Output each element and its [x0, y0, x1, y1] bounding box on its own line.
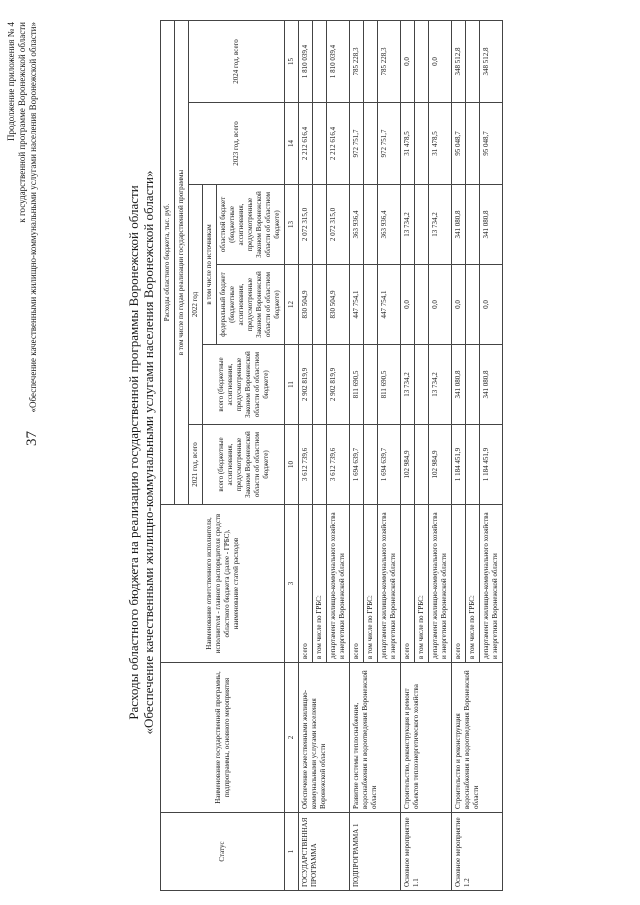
row-total-value: 1 810 039,4: [299, 20, 313, 102]
table-row-total: [401, 20, 415, 890]
row-grbs-empty: [364, 103, 378, 185]
header-status: Статус: [161, 813, 285, 891]
row-department-label: департамент жилищно-коммунального хозяйства и энергетики Воронежской области: [327, 505, 350, 663]
header-incl-sources: в том числе по источникам: [203, 185, 217, 345]
row-total-value: 363 936,4: [350, 185, 364, 265]
col-number: 11: [285, 345, 299, 425]
row-department-value: 2 902 819,9: [327, 345, 350, 425]
row-total-value: 447 754,1: [350, 265, 364, 345]
row-total-value: 972 751,7: [350, 103, 364, 185]
row-grbs-label: в том числе по ГРБС:: [415, 505, 429, 663]
row-department-value: 0,0: [429, 20, 452, 102]
row-department-value: 3 612 739,6: [327, 425, 350, 505]
row-grbs-empty: [466, 185, 480, 265]
col-number: 12: [285, 265, 299, 345]
row-grbs-label: в том числе по ГРБС:: [364, 505, 378, 663]
row-total-value: 785 228,3: [350, 20, 364, 102]
row-department-value: 1 694 639,7: [378, 425, 401, 505]
document-title: [126, 0, 156, 905]
header-2022: 2022 год: [189, 185, 203, 425]
row-grbs-empty: [466, 103, 480, 185]
row-grbs-empty: [364, 425, 378, 505]
appendix-line-1: Продолжение приложения № 4: [6, 22, 16, 142]
row-department-value: 102 984,9: [429, 425, 452, 505]
row-total-value: 2 072 315,0: [299, 185, 313, 265]
table-row-total: [299, 20, 313, 890]
col-number: 15: [285, 20, 299, 102]
page-number: 37: [24, 431, 40, 446]
col-number: 1: [285, 813, 299, 891]
header-col10: всего (бюджетные ассигнования, предусмотренные Законом Воронежской области об областном бюджете): [203, 425, 285, 505]
row-grbs-empty: [415, 265, 429, 345]
row-status: ГОСУДАРСТВЕННАЯ ПРОГРАММА: [299, 813, 350, 891]
col-number: 13: [285, 185, 299, 265]
header-2021: 2021 год, всего: [189, 425, 203, 505]
title-line-2: «Обеспечение качественными жилищно-коммунальными услугами населения Воронежской области»: [141, 170, 156, 735]
header-2024: 2024 год, всего: [189, 20, 285, 102]
row-grbs-empty: [364, 20, 378, 102]
table-row-total: [350, 20, 364, 890]
row-total-value: 95 048,7: [452, 103, 466, 185]
row-total-value: 0,0: [452, 265, 466, 345]
row-grbs-empty: [313, 265, 327, 345]
row-department-value: 972 751,7: [378, 103, 401, 185]
col-number: 14: [285, 103, 299, 185]
row-name: Строительство и реконструкция водоснабжения и водоотведения Воронежской области: [452, 663, 503, 813]
row-total-value: 13 734,2: [401, 345, 415, 425]
header-executor: Наименование ответственного исполнителя, исполнителя - главного распорядителя средств областного бюджета (далее - ГРБС), наименование статей расходов: [161, 505, 285, 663]
row-grbs-empty: [364, 345, 378, 425]
row-department-value: 95 048,7: [480, 103, 503, 185]
row-total-value: 0,0: [401, 265, 415, 345]
row-department-label: департамент жилищно-коммунального хозяйства и энергетики Воронежской области: [429, 505, 452, 663]
header-col12: федеральный бюджет (бюджетные ассигнования, предусмотренные Законом Воронежской области об областном бюджете): [217, 265, 285, 345]
row-grbs-empty: [466, 20, 480, 102]
table-row-total: [452, 20, 466, 890]
row-name: Строительство, реконструкция и ремонт объектов теплоэнергетического хозяйства: [401, 663, 452, 813]
row-grbs-label: в том числе по ГРБС:: [466, 505, 480, 663]
row-total-value: 811 690,5: [350, 345, 364, 425]
row-total-value: 31 478,5: [401, 103, 415, 185]
row-total-value: 341 080,8: [452, 185, 466, 265]
header-expenses: Расходы областного бюджета, тыс. руб.: [161, 20, 175, 504]
row-total-value: 348 512,8: [452, 20, 466, 102]
header-2023: 2023 год, всего: [189, 103, 285, 185]
row-grbs-empty: [466, 265, 480, 345]
row-department-value: 1 184 451,9: [480, 425, 503, 505]
row-total-value: 102 984,9: [401, 425, 415, 505]
row-total-value: 3 612 739,6: [299, 425, 313, 505]
row-department-value: 2 072 315,0: [327, 185, 350, 265]
row-total-label: всего: [350, 505, 364, 663]
expenses-table: [160, 20, 503, 891]
row-grbs-empty: [313, 20, 327, 102]
row-grbs-empty: [415, 425, 429, 505]
row-grbs-empty: [313, 185, 327, 265]
row-total-label: всего: [452, 505, 466, 663]
row-grbs-empty: [466, 345, 480, 425]
row-department-value: 785 228,3: [378, 20, 401, 102]
row-department-value: 0,0: [480, 265, 503, 345]
row-grbs-empty: [364, 185, 378, 265]
header-row-1: [161, 20, 175, 890]
row-total-value: 2 212 616,4: [299, 103, 313, 185]
row-grbs-empty: [313, 345, 327, 425]
row-department-value: 1 810 039,4: [327, 20, 350, 102]
row-department-label: департамент жилищно-коммунального хозяйства и энергетики Воронежской области: [480, 505, 503, 663]
row-status: ПОДПРОГРАММА 1: [350, 813, 401, 891]
row-grbs-empty: [415, 185, 429, 265]
row-grbs-empty: [364, 265, 378, 345]
column-number-row: [285, 20, 299, 890]
row-total-value: 1 694 639,7: [350, 425, 364, 505]
appendix-line-2: к государственной программе Воронежской области: [17, 22, 27, 223]
row-department-value: 348 512,8: [480, 20, 503, 102]
row-total-value: 13 734,2: [401, 185, 415, 265]
row-department-value: 2 212 616,4: [327, 103, 350, 185]
col-number: 2: [285, 663, 299, 813]
row-department-value: 13 734,2: [429, 345, 452, 425]
row-status: Основное мероприятие 1.2: [452, 813, 503, 891]
row-total-value: 2 902 819,9: [299, 345, 313, 425]
row-total-value: 341 080,8: [452, 345, 466, 425]
row-name: Развитие системы теплоснабжения, водоснабжения и водоотведения Воронежской области: [350, 663, 401, 813]
row-total-value: 1 184 451,9: [452, 425, 466, 505]
header-col13: областной бюджет (бюджетные ассигнования, предусмотренные Законом Воронежской области об областном бюджете): [217, 185, 285, 265]
header-by-years: в том числе по годам реализации государственной программы: [175, 20, 189, 504]
appendix-line-3: «Обеспечение качественными жилищно-коммунальными услугами населения Воронежской области»: [28, 22, 38, 413]
row-department-label: департамент жилищно-коммунального хозяйства и энергетики Воронежской области: [378, 505, 401, 663]
header-col11: всего (бюджетные ассигнования, предусмотренные Законом Воронежской области об областном бюджете): [203, 345, 285, 425]
row-department-value: 447 754,1: [378, 265, 401, 345]
row-grbs-empty: [466, 425, 480, 505]
row-total-label: всего: [401, 505, 415, 663]
row-department-value: 13 734,2: [429, 185, 452, 265]
row-department-value: 830 504,9: [327, 265, 350, 345]
row-total-value: 0,0: [401, 20, 415, 102]
row-grbs-label: в том числе по ГРБС:: [313, 505, 327, 663]
row-department-value: 341 080,8: [480, 345, 503, 425]
row-name: Обеспечение качественными жилищно-коммунальными услугами населения Воронежской области: [299, 663, 350, 813]
row-department-value: 31 478,5: [429, 103, 452, 185]
col-number: 3: [285, 505, 299, 663]
row-status: Основное мероприятие 1.1: [401, 813, 452, 891]
row-total-value: 830 504,9: [299, 265, 313, 345]
row-grbs-empty: [415, 20, 429, 102]
row-department-value: 811 690,5: [378, 345, 401, 425]
row-department-value: 363 936,4: [378, 185, 401, 265]
col-number: 10: [285, 425, 299, 505]
row-department-value: 341 080,8: [480, 185, 503, 265]
row-grbs-empty: [313, 103, 327, 185]
row-grbs-empty: [313, 425, 327, 505]
row-grbs-empty: [415, 345, 429, 425]
row-total-label: всего: [299, 505, 313, 663]
header-name: Наименование государственной программы, подпрограммы, основного мероприятия: [161, 663, 285, 813]
appendix-note: [6, 22, 39, 412]
title-line-1: Расходы областного бюджета на реализацию государственной программы Воронежской области: [126, 185, 141, 720]
row-department-value: 0,0: [429, 265, 452, 345]
row-grbs-empty: [415, 103, 429, 185]
